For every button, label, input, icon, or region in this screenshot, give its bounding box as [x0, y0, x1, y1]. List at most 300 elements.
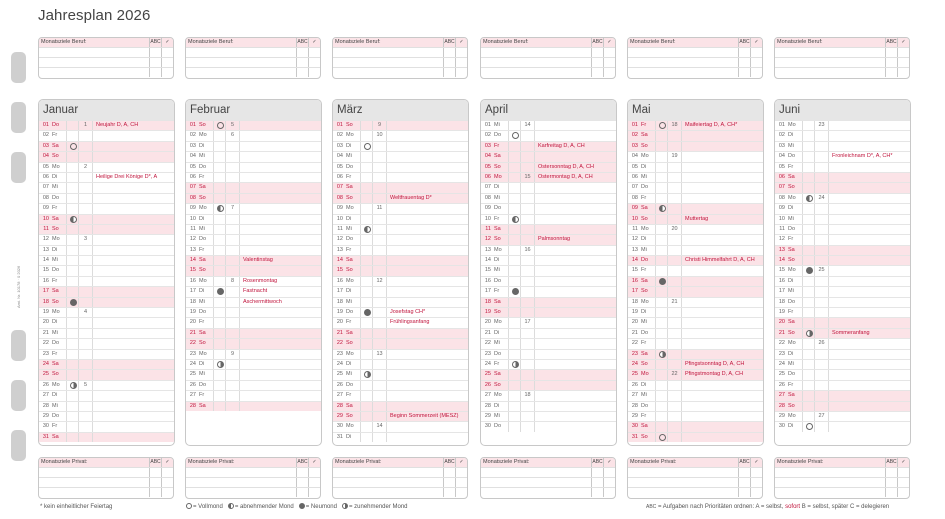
- day-entry[interactable]: [386, 266, 468, 275]
- day-entry[interactable]: Josefstag CH*: [386, 308, 468, 317]
- day-entry[interactable]: [681, 329, 763, 338]
- day-row[interactable]: [481, 214, 616, 224]
- goal-text[interactable]: [481, 68, 591, 77]
- day-entry[interactable]: [534, 121, 616, 130]
- goal-line[interactable]: [775, 57, 909, 67]
- goal-text[interactable]: [333, 488, 443, 497]
- day-entry[interactable]: [534, 152, 616, 161]
- day-row[interactable]: [775, 307, 910, 317]
- day-row[interactable]: [628, 130, 763, 140]
- day-entry[interactable]: [92, 256, 174, 265]
- day-row[interactable]: [39, 141, 174, 151]
- goal-check[interactable]: [455, 478, 467, 487]
- day-row[interactable]: [481, 297, 616, 307]
- day-row[interactable]: [333, 193, 468, 203]
- day-entry[interactable]: [386, 329, 468, 338]
- day-row[interactable]: [628, 349, 763, 359]
- day-entry[interactable]: [534, 339, 616, 348]
- goal-text[interactable]: [333, 478, 443, 487]
- day-row[interactable]: [186, 307, 321, 317]
- goal-priority[interactable]: [738, 478, 750, 487]
- day-row[interactable]: [775, 411, 910, 421]
- day-row[interactable]: [333, 130, 468, 140]
- day-row[interactable]: [481, 328, 616, 338]
- day-row[interactable]: [628, 411, 763, 421]
- goal-priority[interactable]: [885, 468, 897, 477]
- day-row[interactable]: [333, 151, 468, 161]
- day-entry[interactable]: [681, 318, 763, 327]
- day-entry[interactable]: [92, 308, 174, 317]
- day-row[interactable]: [39, 380, 174, 390]
- day-entry[interactable]: [534, 298, 616, 307]
- day-row[interactable]: [628, 162, 763, 172]
- day-entry[interactable]: [386, 391, 468, 400]
- goal-check[interactable]: [455, 468, 467, 477]
- day-entry[interactable]: [92, 298, 174, 307]
- day-entry[interactable]: [681, 350, 763, 359]
- day-entry[interactable]: [92, 391, 174, 400]
- goal-priority[interactable]: [443, 68, 455, 77]
- goal-priority[interactable]: [296, 468, 308, 477]
- goal-priority[interactable]: [443, 468, 455, 477]
- day-entry[interactable]: Palmsonntag: [534, 235, 616, 244]
- day-row[interactable]: [39, 307, 174, 317]
- goal-check[interactable]: [750, 488, 762, 497]
- day-entry[interactable]: Pfingstmontag D, A, CH: [681, 370, 763, 379]
- day-row[interactable]: [333, 390, 468, 400]
- day-entry[interactable]: [534, 215, 616, 224]
- day-entry[interactable]: [681, 308, 763, 317]
- day-row[interactable]: [333, 328, 468, 338]
- goal-line[interactable]: [481, 467, 615, 477]
- day-row[interactable]: [481, 317, 616, 327]
- day-entry[interactable]: [92, 266, 174, 275]
- day-entry[interactable]: [92, 412, 174, 421]
- goal-check[interactable]: [308, 68, 320, 77]
- goal-text[interactable]: [186, 58, 296, 67]
- day-entry[interactable]: [92, 339, 174, 348]
- day-entry[interactable]: [534, 225, 616, 234]
- day-entry[interactable]: [828, 277, 910, 286]
- day-entry[interactable]: [239, 308, 321, 317]
- day-entry[interactable]: [828, 173, 910, 182]
- goal-box-work[interactable]: [332, 37, 468, 79]
- goal-check[interactable]: [161, 68, 173, 77]
- day-entry[interactable]: Karfreitag D, A, CH: [534, 142, 616, 151]
- goal-priority[interactable]: [591, 468, 603, 477]
- goal-priority[interactable]: [885, 68, 897, 77]
- day-entry[interactable]: [386, 402, 468, 411]
- goal-line[interactable]: [628, 47, 762, 57]
- goal-line[interactable]: [628, 487, 762, 497]
- day-entry[interactable]: [828, 246, 910, 255]
- day-row[interactable]: [628, 214, 763, 224]
- day-row[interactable]: [481, 307, 616, 317]
- day-row[interactable]: [775, 369, 910, 379]
- goal-box-work[interactable]: [627, 37, 763, 79]
- day-row[interactable]: [775, 203, 910, 213]
- day-entry[interactable]: [239, 163, 321, 172]
- day-row[interactable]: [481, 338, 616, 348]
- goal-line[interactable]: [775, 467, 909, 477]
- day-row[interactable]: [481, 255, 616, 265]
- goal-priority[interactable]: [591, 48, 603, 57]
- goal-check[interactable]: [603, 468, 615, 477]
- goal-text[interactable]: [775, 68, 885, 77]
- day-row[interactable]: [481, 421, 616, 431]
- goal-text[interactable]: [775, 478, 885, 487]
- day-entry[interactable]: [92, 350, 174, 359]
- day-entry[interactable]: [386, 277, 468, 286]
- day-row[interactable]: [39, 224, 174, 234]
- goal-check[interactable]: [603, 48, 615, 57]
- goal-text[interactable]: [186, 488, 296, 497]
- goal-line[interactable]: [775, 477, 909, 487]
- day-row[interactable]: [775, 317, 910, 327]
- day-entry[interactable]: [534, 381, 616, 390]
- goal-priority[interactable]: [738, 58, 750, 67]
- day-row[interactable]: [628, 359, 763, 369]
- day-row[interactable]: [775, 245, 910, 255]
- goal-text[interactable]: [39, 48, 149, 57]
- day-entry[interactable]: Christi Himmelfahrt D, A, CH: [681, 256, 763, 265]
- day-row[interactable]: [39, 390, 174, 400]
- day-row[interactable]: [481, 172, 616, 182]
- day-entry[interactable]: [681, 194, 763, 203]
- day-entry[interactable]: [92, 433, 174, 442]
- day-entry[interactable]: [681, 246, 763, 255]
- day-row[interactable]: [39, 182, 174, 192]
- day-entry[interactable]: [239, 370, 321, 379]
- day-row[interactable]: [628, 193, 763, 203]
- day-entry[interactable]: [239, 402, 321, 411]
- goal-text[interactable]: [775, 48, 885, 57]
- day-entry[interactable]: [828, 298, 910, 307]
- day-entry[interactable]: Fronleichnam D*, A, CH*: [828, 152, 910, 161]
- day-entry[interactable]: [239, 204, 321, 213]
- day-entry[interactable]: [239, 381, 321, 390]
- goal-check[interactable]: [897, 468, 909, 477]
- day-row[interactable]: [333, 380, 468, 390]
- day-row[interactable]: [481, 349, 616, 359]
- day-entry[interactable]: [681, 266, 763, 275]
- goal-text[interactable]: [628, 468, 738, 477]
- day-row[interactable]: [333, 255, 468, 265]
- day-row[interactable]: [775, 234, 910, 244]
- day-row[interactable]: [775, 172, 910, 182]
- goal-check[interactable]: [455, 48, 467, 57]
- day-row[interactable]: [186, 234, 321, 244]
- day-row[interactable]: [39, 245, 174, 255]
- day-row[interactable]: [186, 120, 321, 130]
- goal-check[interactable]: [161, 58, 173, 67]
- goal-priority[interactable]: [296, 48, 308, 57]
- day-row[interactable]: [775, 130, 910, 140]
- day-entry[interactable]: [239, 225, 321, 234]
- goal-line[interactable]: [481, 47, 615, 57]
- goal-box-private[interactable]: [38, 457, 174, 499]
- day-row[interactable]: [481, 120, 616, 130]
- goal-check[interactable]: [603, 478, 615, 487]
- day-row[interactable]: [39, 203, 174, 213]
- day-entry[interactable]: [534, 204, 616, 213]
- goal-line[interactable]: [39, 67, 173, 77]
- day-row[interactable]: [186, 380, 321, 390]
- goal-text[interactable]: [39, 58, 149, 67]
- day-entry[interactable]: Beginn Sommerzeit (MESZ): [386, 412, 468, 421]
- day-row[interactable]: [481, 276, 616, 286]
- day-row[interactable]: [39, 317, 174, 327]
- goal-check[interactable]: [308, 48, 320, 57]
- day-row[interactable]: [481, 286, 616, 296]
- day-row[interactable]: [481, 193, 616, 203]
- goal-priority[interactable]: [296, 68, 308, 77]
- day-row[interactable]: [39, 130, 174, 140]
- day-entry[interactable]: [239, 194, 321, 203]
- goal-text[interactable]: [481, 468, 591, 477]
- day-row[interactable]: [333, 182, 468, 192]
- day-row[interactable]: [186, 317, 321, 327]
- day-entry[interactable]: [534, 194, 616, 203]
- day-row[interactable]: [333, 141, 468, 151]
- day-entry[interactable]: [92, 287, 174, 296]
- goal-text[interactable]: [628, 48, 738, 57]
- day-row[interactable]: [333, 338, 468, 348]
- goal-check[interactable]: [603, 488, 615, 497]
- day-entry[interactable]: [92, 225, 174, 234]
- day-entry[interactable]: [92, 360, 174, 369]
- goal-line[interactable]: [481, 57, 615, 67]
- day-row[interactable]: [186, 172, 321, 182]
- day-entry[interactable]: [681, 422, 763, 431]
- goal-check[interactable]: [161, 488, 173, 497]
- goal-line[interactable]: [481, 477, 615, 487]
- goal-check[interactable]: [897, 58, 909, 67]
- day-entry[interactable]: [92, 204, 174, 213]
- goal-priority[interactable]: [885, 58, 897, 67]
- goal-box-work[interactable]: [480, 37, 616, 79]
- goal-check[interactable]: [750, 468, 762, 477]
- day-entry[interactable]: [828, 308, 910, 317]
- day-row[interactable]: [628, 151, 763, 161]
- day-entry[interactable]: [828, 142, 910, 151]
- goal-priority[interactable]: [149, 48, 161, 57]
- day-row[interactable]: [481, 141, 616, 151]
- goal-text[interactable]: [481, 478, 591, 487]
- day-entry[interactable]: Heilige Drei Könige D*, A: [92, 173, 174, 182]
- day-row[interactable]: [775, 120, 910, 130]
- day-row[interactable]: [628, 172, 763, 182]
- day-entry[interactable]: [386, 225, 468, 234]
- day-row[interactable]: [775, 328, 910, 338]
- day-row[interactable]: [186, 276, 321, 286]
- day-row[interactable]: [775, 214, 910, 224]
- goal-text[interactable]: [775, 488, 885, 497]
- goal-line[interactable]: [186, 57, 320, 67]
- day-entry[interactable]: [534, 329, 616, 338]
- goal-check[interactable]: [750, 58, 762, 67]
- day-row[interactable]: [628, 421, 763, 431]
- day-entry[interactable]: [828, 131, 910, 140]
- goal-line[interactable]: [775, 67, 909, 77]
- goal-priority[interactable]: [443, 48, 455, 57]
- goal-priority[interactable]: [591, 478, 603, 487]
- day-row[interactable]: [186, 214, 321, 224]
- goal-line[interactable]: [333, 67, 467, 77]
- day-row[interactable]: [186, 265, 321, 275]
- goal-text[interactable]: [186, 478, 296, 487]
- goal-line[interactable]: [775, 47, 909, 57]
- goal-priority[interactable]: [443, 58, 455, 67]
- day-entry[interactable]: [534, 402, 616, 411]
- day-entry[interactable]: [681, 131, 763, 140]
- goal-line[interactable]: [39, 467, 173, 477]
- goal-check[interactable]: [455, 58, 467, 67]
- goal-text[interactable]: [628, 68, 738, 77]
- goal-check[interactable]: [603, 68, 615, 77]
- day-entry[interactable]: [386, 183, 468, 192]
- goal-priority[interactable]: [149, 478, 161, 487]
- day-row[interactable]: [39, 286, 174, 296]
- day-row[interactable]: [775, 151, 910, 161]
- day-entry[interactable]: [534, 360, 616, 369]
- day-row[interactable]: [333, 307, 468, 317]
- day-row[interactable]: [186, 130, 321, 140]
- day-row[interactable]: [186, 369, 321, 379]
- goal-line[interactable]: [775, 487, 909, 497]
- day-row[interactable]: [39, 349, 174, 359]
- day-entry[interactable]: [534, 131, 616, 140]
- day-entry[interactable]: [681, 287, 763, 296]
- day-entry[interactable]: [239, 235, 321, 244]
- day-row[interactable]: [775, 255, 910, 265]
- day-entry[interactable]: [386, 235, 468, 244]
- day-entry[interactable]: [386, 163, 468, 172]
- day-row[interactable]: [333, 265, 468, 275]
- goal-line[interactable]: [481, 487, 615, 497]
- goal-priority[interactable]: [738, 48, 750, 57]
- day-entry[interactable]: [386, 287, 468, 296]
- day-entry[interactable]: [534, 318, 616, 327]
- day-row[interactable]: [628, 182, 763, 192]
- day-row[interactable]: [186, 297, 321, 307]
- day-entry[interactable]: [386, 350, 468, 359]
- goal-line[interactable]: [628, 467, 762, 477]
- day-entry[interactable]: [681, 277, 763, 286]
- day-row[interactable]: [481, 224, 616, 234]
- day-row[interactable]: [628, 307, 763, 317]
- goal-text[interactable]: [186, 68, 296, 77]
- goal-check[interactable]: [897, 478, 909, 487]
- goal-text[interactable]: [333, 468, 443, 477]
- day-entry[interactable]: [239, 391, 321, 400]
- goal-line[interactable]: [333, 487, 467, 497]
- day-entry[interactable]: [828, 391, 910, 400]
- goal-priority[interactable]: [443, 488, 455, 497]
- day-row[interactable]: [333, 245, 468, 255]
- goal-priority[interactable]: [885, 488, 897, 497]
- goal-box-work[interactable]: [774, 37, 910, 79]
- day-row[interactable]: [186, 338, 321, 348]
- day-entry[interactable]: [92, 277, 174, 286]
- goal-priority[interactable]: [738, 68, 750, 77]
- day-row[interactable]: [39, 193, 174, 203]
- day-row[interactable]: [333, 162, 468, 172]
- day-entry[interactable]: [386, 381, 468, 390]
- goal-text[interactable]: [39, 488, 149, 497]
- day-row[interactable]: [186, 224, 321, 234]
- day-entry[interactable]: [386, 121, 468, 130]
- goal-box-work[interactable]: [185, 37, 321, 79]
- goal-text[interactable]: [481, 488, 591, 497]
- day-row[interactable]: [775, 338, 910, 348]
- day-row[interactable]: [39, 401, 174, 411]
- day-row[interactable]: [39, 255, 174, 265]
- goal-priority[interactable]: [149, 488, 161, 497]
- goal-box-private[interactable]: [480, 457, 616, 499]
- day-row[interactable]: [186, 141, 321, 151]
- day-entry[interactable]: [681, 235, 763, 244]
- day-entry[interactable]: [534, 308, 616, 317]
- goal-line[interactable]: [333, 467, 467, 477]
- goal-priority[interactable]: [591, 58, 603, 67]
- day-row[interactable]: [481, 203, 616, 213]
- goal-priority[interactable]: [149, 468, 161, 477]
- day-row[interactable]: [39, 297, 174, 307]
- day-row[interactable]: [775, 224, 910, 234]
- day-entry[interactable]: [534, 266, 616, 275]
- day-entry[interactable]: [92, 402, 174, 411]
- day-entry[interactable]: [386, 204, 468, 213]
- day-row[interactable]: [775, 286, 910, 296]
- goal-text[interactable]: [628, 58, 738, 67]
- day-row[interactable]: [628, 380, 763, 390]
- day-row[interactable]: [39, 432, 174, 442]
- day-entry[interactable]: Weltfrauentag D*: [386, 194, 468, 203]
- day-entry[interactable]: [828, 350, 910, 359]
- day-entry[interactable]: [828, 183, 910, 192]
- goal-priority[interactable]: [296, 58, 308, 67]
- day-entry[interactable]: [239, 142, 321, 151]
- day-entry[interactable]: [239, 152, 321, 161]
- day-entry[interactable]: [92, 329, 174, 338]
- day-entry[interactable]: [386, 360, 468, 369]
- day-row[interactable]: [333, 432, 468, 442]
- day-entry[interactable]: [828, 412, 910, 421]
- day-entry[interactable]: [534, 370, 616, 379]
- day-row[interactable]: [39, 214, 174, 224]
- day-entry[interactable]: [681, 163, 763, 172]
- day-entry[interactable]: [681, 152, 763, 161]
- day-entry[interactable]: [534, 391, 616, 400]
- day-row[interactable]: [775, 162, 910, 172]
- goal-check[interactable]: [455, 68, 467, 77]
- day-row[interactable]: [186, 203, 321, 213]
- day-entry[interactable]: [534, 183, 616, 192]
- day-row[interactable]: [39, 276, 174, 286]
- goal-line[interactable]: [39, 477, 173, 487]
- day-entry[interactable]: [828, 360, 910, 369]
- day-entry[interactable]: [239, 121, 321, 130]
- day-row[interactable]: [333, 203, 468, 213]
- day-row[interactable]: [186, 390, 321, 400]
- goal-priority[interactable]: [885, 478, 897, 487]
- goal-check[interactable]: [750, 478, 762, 487]
- goal-text[interactable]: [333, 68, 443, 77]
- goal-box-private[interactable]: [627, 457, 763, 499]
- goal-priority[interactable]: [296, 478, 308, 487]
- day-entry[interactable]: [828, 256, 910, 265]
